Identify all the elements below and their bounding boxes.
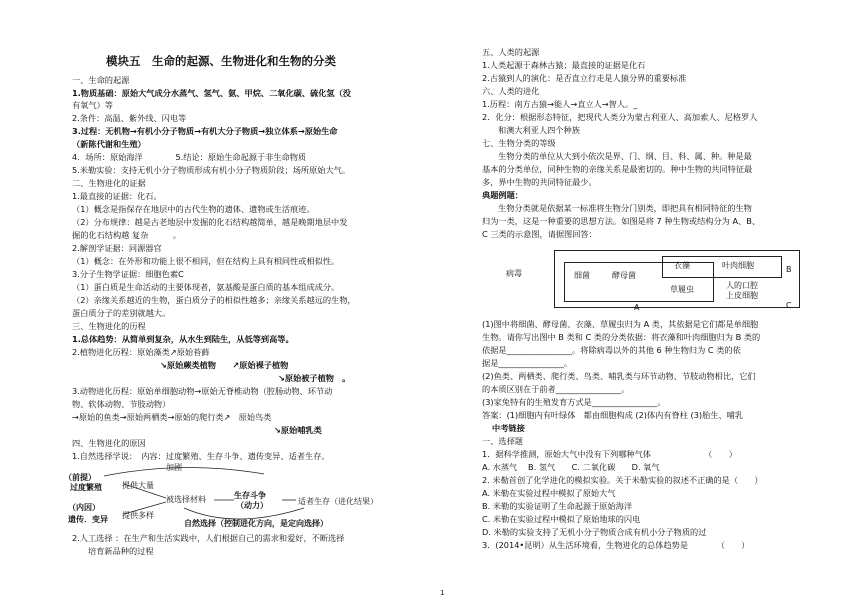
option-b: B. 米勒的实验证明了生命起源于原始海洋	[482, 501, 633, 511]
diagram-select: 被选择材料	[166, 495, 206, 504]
text-line: 的本质区别在于前者________________。	[482, 384, 630, 394]
text-line: 生物。请你写出图中 B 类和 C 类的分类依据：将衣藻和叶肉细胞归为 B 类的	[482, 332, 761, 342]
text-line: 2.条件：高温、紫外线、闪电等	[72, 113, 187, 123]
text-line: 3.动物进化历程：原始单细胞动物→原始无脊椎动物（腔肠动物、环节动	[72, 386, 333, 396]
label-chlamydomonas: 衣藻	[674, 261, 690, 270]
diagram-overbreed: 过度繁殖	[70, 483, 102, 492]
text-line: 生物分类就是依据某一标准将生物分门别类，即把具有相同特征的生物	[498, 203, 752, 213]
text-line: 物、软体动物、节肢动物）	[72, 399, 171, 409]
text-line: 2.植物进化历程：原始藻类↗原始苔藓	[72, 347, 210, 357]
text-line: （新陈代谢和生殖）	[72, 139, 146, 149]
section-heading-1: 一、生命的起源	[72, 75, 130, 85]
section-heading-5: 五、人类的起源	[482, 47, 540, 57]
option-c: C. 米勒在实验过程中模拟了原始地球的闪电	[482, 514, 641, 524]
text-line: C 三类的示意图，请据图回答：	[482, 229, 597, 239]
text-line: 培育新品种的过程	[88, 546, 154, 556]
text-line: 2．化分：根据形态特征，把现代人类分为蒙古利亚人、高加索人、尼格罗人	[482, 112, 758, 122]
text-line: (3)家兔特有的生殖发育方式是________________。	[482, 397, 666, 407]
text-line: ↘原始蕨类植物 ↗原始裸子植物	[160, 360, 289, 370]
label-a: A	[634, 303, 640, 312]
text-line: 1.最直接的证据：化石。	[72, 191, 162, 201]
section-heading-choice: 一、选择题	[482, 436, 523, 446]
section-heading-4: 四、生物进化的原因	[72, 438, 146, 448]
text-line: ↘原始哺乳类	[274, 425, 322, 435]
question-1: 1．据科学推测，原始大气中没有下列哪种气体 （ ）	[482, 449, 737, 459]
text-line: 1.人类起源于森林古猿；最直接的证据是化石	[482, 60, 646, 70]
text-line: 2.解剖学证据：同源器官	[72, 243, 162, 253]
diagram-top-label: 加剧	[166, 463, 182, 472]
text-line: 和澳大利亚人四个种族	[498, 125, 580, 135]
diagram-power: （动力）	[236, 501, 268, 510]
text-line: ↘原始被子植物 。	[278, 373, 351, 383]
label-bacteria: 细菌	[574, 271, 590, 280]
text-line: 有氧气）等	[72, 100, 113, 110]
text-line: 5.米勒实验：支持无机小分子物质形成有机小分子物质阶段；场所原始大气。	[72, 165, 351, 175]
text-line: （1）概念：在外形和功能上很不相同，但在结构上具有相同性或相似性。	[72, 256, 340, 266]
section-heading-7: 七、生物分类的等级	[482, 138, 556, 148]
module-title: 模块五 生命的起源、生物进化和生物的分类	[106, 54, 336, 68]
text-line: (1)图中将细菌、酵母菌、衣藻、草履虫归为 A 类，其依据是它们都是单细胞	[482, 319, 759, 329]
text-line: （1）蛋白质是生命活动的主要体现者，氨基酸是蛋白质的基本组成成分。	[72, 282, 340, 292]
text-line: （2）亲缘关系越近的生物，蛋白质分子的相似性越多；亲缘关系越远的生物，	[72, 295, 356, 305]
section-heading-6: 六、人类的进化	[482, 86, 540, 96]
diagram-supply: 提供大量	[122, 481, 154, 490]
diagram-struggle: 生存斗争	[234, 491, 266, 500]
text-line: 2.人工选择 ：在生产和生活实践中，人们根据自己的需求和爱好，不断选择	[72, 533, 345, 543]
text-line: 2.古猿到人的演化：是否直立行走是人猿分界的重要标准	[482, 73, 687, 83]
classification-figure	[494, 244, 804, 314]
text-line: 归为一类，这是一种重要的思想方法。如图是将 7 种生物或结构分为 A、B、	[482, 216, 761, 226]
label-human-cells: 人的口腔	[726, 281, 758, 290]
text-line: 4．场所：原始海洋 5.结论：原始生命起源于非生命物质	[72, 152, 307, 162]
text-line: 生物分类的单位从大到小依次是界、门、纲、目、科、属、种。种是最	[498, 151, 752, 161]
label-b: B	[786, 265, 792, 274]
answer-line: 答案：(1)细胞内有叶绿体 都由细胞构成 (2)体内有脊柱 (3)胎生、哺乳	[482, 410, 744, 420]
natural-selection-diagram	[64, 462, 426, 530]
text-line: 3.分子生物学证据：细胞色素C	[72, 269, 184, 279]
text-line: 1.历程：南方古猿→能人→直立人→智人。_	[482, 99, 638, 109]
label-leaf-cell: 叶肉细胞	[722, 261, 754, 270]
text-line: 蛋白质分子的差别就越大。	[72, 308, 171, 318]
diagram-heredity: 遗传．变异	[68, 515, 108, 524]
diagram-variety: 提供多样	[122, 511, 154, 520]
section-heading-2: 二、生物进化的证据	[72, 178, 146, 188]
text-line: (2)鱼类、两栖类、爬行类、鸟类、哺乳类与环节动物、节肢动物相比，它们	[482, 371, 756, 381]
text-line: 多，界中生物的共同特征最少。	[482, 177, 597, 187]
question-1-options: A. 水蒸气 B. 氢气 C. 二氧化碳 D. 氧气	[482, 462, 660, 472]
diagram-survive: 适者生存（进化结果）	[298, 497, 378, 506]
exam-link-heading: 中考链接	[492, 423, 525, 433]
text-line: 1.物质基础：原始大气成分水蒸气、氢气、氨、甲烷、二氧化碳、硫化氢（没	[72, 88, 351, 98]
diagram-bottom-label: 自然选择（控制进化方向，是定向选择）	[184, 519, 328, 528]
example-heading: 典题例题：	[482, 190, 523, 200]
question-3: 3．(2014•昆明）从生活环境看，生物进化的总体趋势是 （ ）	[482, 540, 750, 550]
diagram-premise: （前提）	[64, 473, 96, 482]
text-line: 基本的分类单位，同种生物的亲缘关系是最密切的。种中生物的共同特征最	[482, 164, 753, 174]
section-heading-3: 三、生物进化的历程	[72, 321, 146, 331]
text-line: （2）分布规律：越是古老地层中发掘的化石结构越简单，越是晚期地层中发	[72, 217, 348, 227]
label-paramecium: 草履虫	[670, 285, 694, 294]
label-human-cells-2: 上皮细胞	[726, 291, 758, 300]
option-d: D. 米勒的实验支持了无机小分子物质合成有机小分子物质的过	[482, 527, 707, 537]
text-line: 1.总体趋势：从简单到复杂，从水生到陆生，从低等到高等。	[72, 334, 294, 344]
diagram-internal: （内因）	[68, 503, 100, 512]
question-2: 2. 米勒首创了化学进化的模拟实验。关于米勒实验的叙述不正确的是（ ）	[482, 475, 763, 485]
label-yeast: 酵母菌	[612, 271, 636, 280]
text-line: 1.自然选择学说： 内容：过度繁殖、生存斗争、遗传变异、适者生存。	[72, 451, 330, 461]
label-c: C	[786, 301, 792, 310]
label-virus: 病毒	[506, 269, 522, 278]
page-number: 1	[440, 589, 445, 597]
text-line: 依据是________________。将除病毒以外的其他 6 种生物归为 C 类的依	[482, 345, 741, 355]
text-line: 掘的化石结构越 复杂 。	[72, 230, 182, 240]
text-line: 据是________________。	[482, 358, 573, 368]
text-line: 3.过程：无机物→有机小分子物质→有机大分子物质→独立体系→原始生命	[72, 126, 338, 136]
text-line: →原始的鱼类→原始两栖类→原始的爬行类↗ 原始鸟类	[72, 412, 272, 422]
option-a: A. 米勒在实验过程中模拟了原始大气	[482, 488, 616, 498]
text-line: （1）概念是指保存在地层中的古代生物的遗体、遗物或生活痕迹。	[72, 204, 315, 214]
